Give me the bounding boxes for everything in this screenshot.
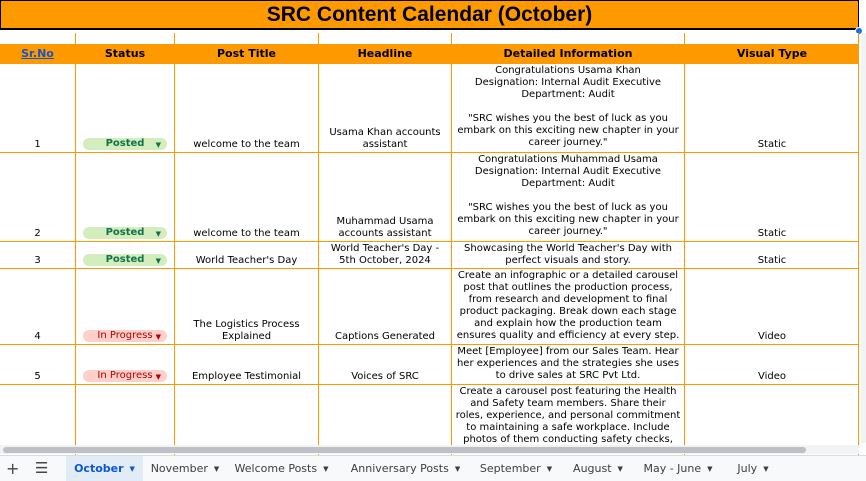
- cell-visual-type[interactable]: Static: [757, 139, 787, 150]
- tab-may-june[interactable]: [636, 456, 720, 481]
- cell-headline[interactable]: [319, 269, 451, 344]
- tab-label: August: [573, 462, 612, 475]
- cell-status[interactable]: [76, 64, 174, 152]
- tab-august[interactable]: [564, 456, 632, 481]
- tab-september[interactable]: [474, 456, 558, 481]
- tab-label: Welcome Posts: [234, 462, 318, 475]
- cell-visual-type[interactable]: Video: [757, 371, 787, 382]
- tab-label: November: [150, 462, 208, 475]
- cell-status[interactable]: [76, 153, 174, 241]
- cell-visual-type[interactable]: Static: [757, 228, 787, 239]
- cell-post-title[interactable]: [175, 153, 318, 241]
- headline-text: Usama Khan accounts assistant: [329, 127, 441, 150]
- cell-visual-type[interactable]: Video: [757, 331, 787, 342]
- cell-sr-no[interactable]: 4: [34, 331, 41, 342]
- grid-row-line: [0, 44, 859, 45]
- headline-text: Voices of SRC: [351, 371, 419, 382]
- cell-status[interactable]: [76, 269, 174, 344]
- caret-down-icon: ▼: [155, 141, 161, 149]
- header-status[interactable]: Status: [104, 47, 146, 60]
- details-text: Meet [Employee] from our Sales Team. Hear her experiences and the strategies she uses to drive sales at SRC Pvt Ltd.: [456, 346, 680, 381]
- caret-down-icon: ▼: [155, 230, 161, 238]
- cell-sr-no[interactable]: 1: [34, 139, 41, 150]
- headline-text: World Teacher's Day - 5th October, 2024: [330, 243, 440, 266]
- caret-down-icon: ▼: [129, 464, 135, 473]
- tab-label: October: [74, 462, 124, 475]
- plus-icon[interactable]: +: [6, 459, 20, 478]
- cell-post-title[interactable]: [175, 242, 318, 268]
- sheet-tab-bar: [0, 455, 866, 481]
- status-chip-label: Posted: [105, 254, 145, 265]
- tab-november[interactable]: [145, 456, 225, 481]
- status-chip-posted[interactable]: [83, 138, 167, 150]
- caret-down-icon: ▼: [617, 464, 623, 473]
- headline-text: Captions Generated: [334, 331, 436, 342]
- cell-sr-no[interactable]: 2: [34, 228, 41, 239]
- caret-down-icon: ▼: [323, 464, 329, 473]
- header-detailed-information[interactable]: Detailed Information: [503, 47, 633, 60]
- cell-sr-no[interactable]: 3: [34, 255, 41, 266]
- post-title-text: welcome to the team: [193, 228, 300, 239]
- cell-detailed-information[interactable]: [452, 346, 684, 384]
- cell-headline[interactable]: [319, 153, 451, 241]
- caret-down-icon: ▼: [213, 464, 220, 473]
- caret-down-icon: ▼: [454, 464, 461, 473]
- caret-down-icon: ▼: [155, 333, 161, 341]
- caret-down-icon: ▼: [707, 464, 713, 473]
- header-sr-no[interactable]: Sr.No: [21, 47, 54, 60]
- cell-headline[interactable]: [319, 64, 451, 152]
- tab-july[interactable]: [726, 456, 780, 481]
- details-text: Create a carousel post featuring the Health and Safety team members. Share their roles, experience, and personal commitment to maintaining a safe workplace. Include photos of them conducting safety checks,: [455, 386, 681, 445]
- horizontal-scrollbar-thumb[interactable]: [3, 447, 806, 453]
- caret-down-icon: ▼: [546, 464, 553, 473]
- sheet-title[interactable]: SRC Content Calendar (October): [0, 0, 859, 30]
- header-headline[interactable]: Headline: [357, 47, 413, 60]
- caret-down-icon: ▼: [763, 464, 769, 473]
- tab-label: Anniversary Posts: [350, 462, 449, 475]
- cell-sr-no[interactable]: 5: [34, 371, 41, 382]
- status-chip-label: In Progress: [97, 370, 153, 381]
- status-chip-posted[interactable]: [83, 227, 167, 239]
- spacer-row: [0, 33, 859, 44]
- cell-headline[interactable]: [319, 242, 451, 268]
- status-chip-in-progress[interactable]: [83, 330, 167, 342]
- cell-visual-type[interactable]: Static: [757, 255, 787, 266]
- tab-october[interactable]: [66, 456, 143, 481]
- vertical-scrollbar[interactable]: [861, 33, 866, 443]
- post-title-text: The Logistics Process Explained: [193, 319, 300, 342]
- cell-detailed-information[interactable]: [452, 386, 684, 446]
- cell-detailed-information[interactable]: [452, 65, 684, 152]
- tab-label: May - June: [643, 462, 702, 475]
- cell-post-title[interactable]: [175, 269, 318, 344]
- cell-post-title[interactable]: [175, 345, 318, 384]
- post-title-text: Employee Testimonial: [191, 371, 302, 382]
- cell-detailed-information[interactable]: [452, 270, 684, 344]
- status-chip-posted[interactable]: [83, 254, 167, 266]
- status-chip-in-progress[interactable]: [83, 370, 167, 382]
- post-title-text: welcome to the team: [193, 139, 300, 150]
- headline-text: Muhammad Usama accounts assistant: [336, 216, 434, 239]
- header-post-title[interactable]: Post Title: [216, 47, 277, 60]
- cell-status[interactable]: [76, 345, 174, 384]
- details-text: Congratulations Usama Khan Designation: Internal Audit Executive Department: Audit "SRC wishes you the best of luck as you embark on this exciting new chapter in your career journey.": [457, 65, 679, 148]
- menu-icon[interactable]: ☰: [35, 459, 49, 477]
- tab-anniversary-posts[interactable]: [343, 456, 468, 481]
- status-chip-label: Posted: [105, 227, 145, 238]
- header-visual-type[interactable]: Visual Type: [736, 47, 808, 60]
- tab-welcome-posts[interactable]: [228, 456, 335, 481]
- tab-label: July: [737, 462, 758, 475]
- post-title-text: World Teacher's Day: [195, 255, 298, 266]
- cell-status[interactable]: [76, 242, 174, 268]
- details-text: Congratulations Muhammad Usama Designation: Internal Audit Executive Department: Audit "SRC wishes you the best of luck as you embark on this exciting new chapter in your career journey.": [457, 154, 679, 237]
- details-text: Showcasing the World Teacher's Day with perfect visuals and story.: [464, 243, 672, 266]
- caret-down-icon: ▼: [155, 373, 161, 381]
- tab-label: September: [479, 462, 541, 475]
- details-text: Create an infographic or a detailed carousel post that outlines the production process, from research and development to final product packaging. Break down each stage and explain how the production team ensures quality and efficiency at every step.: [456, 270, 680, 341]
- grid-row-line: [0, 384, 859, 385]
- cell-detailed-information[interactable]: [452, 154, 684, 241]
- status-chip-label: In Progress: [97, 330, 153, 341]
- header-row: [0, 44, 859, 63]
- cell-headline[interactable]: [319, 345, 451, 384]
- cell-detailed-information[interactable]: [452, 243, 684, 268]
- status-chip-label: Posted: [105, 138, 145, 149]
- caret-down-icon: ▼: [155, 257, 161, 265]
- cell-post-title[interactable]: [175, 64, 318, 152]
